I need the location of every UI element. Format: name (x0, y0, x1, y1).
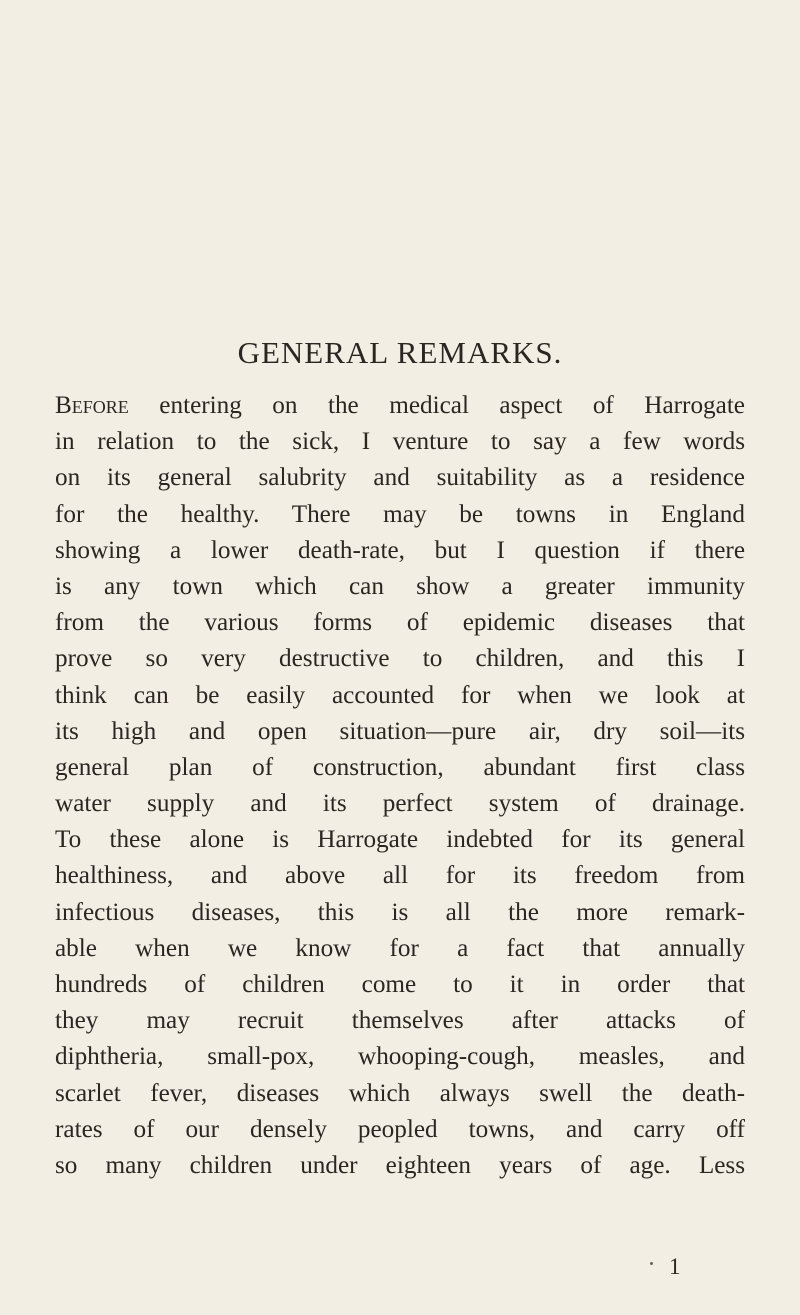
text-line: so many children under eighteen years of age. Less (55, 1151, 745, 1179)
text-line: able when we know for a fact that annually (55, 934, 745, 962)
text-line: think can be easily accounted for when we look at (55, 681, 745, 709)
text-line: prove so very destructive to children, and this I (55, 645, 745, 673)
text-line: water supply and its perfect system of drainage. (55, 790, 745, 818)
text-line: its high and open situation—pure air, dry soil—its (55, 717, 745, 745)
text-line: they may recruit themselves after attacks of (55, 1007, 745, 1035)
text-line: from the various forms of epidemic diseases that (55, 609, 745, 637)
text-line: infectious diseases, this is all the more remark- (55, 898, 745, 926)
text-line: is any town which can show a greater immunity (55, 572, 745, 600)
text-line: scarlet fever, diseases which always swell the death- (55, 1079, 745, 1107)
text-line-1-rest: entering on the medical aspect of Harrogate (128, 392, 745, 419)
text-line: in relation to the sick, I venture to say a few words (55, 428, 745, 456)
text-line: general plan of construction, abundant first class (55, 753, 745, 781)
drop-word: Before (55, 392, 129, 419)
text-line-1 (55, 388, 745, 424)
section-heading: GENERAL REMARKS. (237, 335, 563, 370)
body-paragraph (55, 388, 745, 1184)
text-line: showing a lower death-rate, but I question if there (55, 536, 745, 564)
text-line: for the healthy. There may be towns in England (55, 500, 745, 528)
text-line: healthiness, and above all for its freedom from (55, 862, 745, 890)
text-line: diphtheria, small-pox, whooping-cough, measles, and (55, 1043, 745, 1071)
text-line: on its general salubrity and suitability as a residence (55, 464, 745, 492)
text-line: hundreds of children come to it in order that (55, 971, 745, 998)
page-number: 1 (669, 1254, 681, 1279)
text-line: To these alone is Harrogate indebted for its general (55, 826, 745, 854)
text-line: rates of our densely peopled towns, and carry off (55, 1115, 745, 1143)
printer-dot (650, 1262, 653, 1265)
